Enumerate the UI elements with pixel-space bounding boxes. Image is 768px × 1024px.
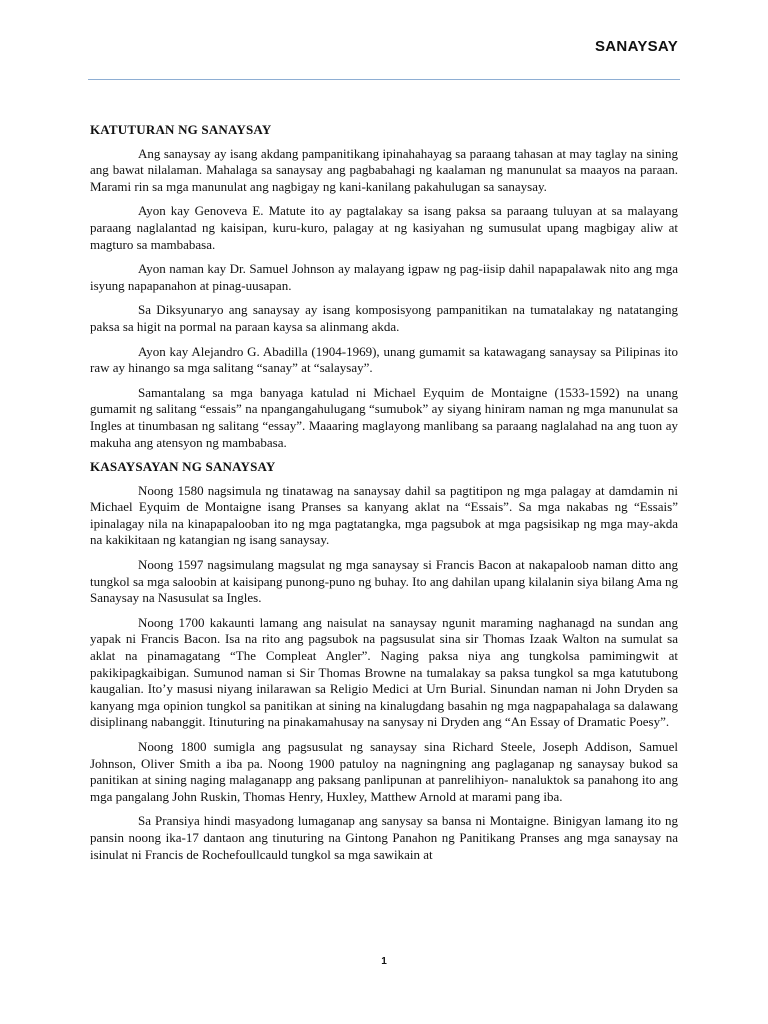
page-number: 1 bbox=[381, 956, 387, 967]
paragraph: Noong 1580 nagsimula ng tinatawag na sanaysay dahil sa pagtitipon ng mga palagay at damdamin ni Michael Eyquim de Montaigne isang Pranses sa kanyang aklat na “Essais”. Sa mga nakabas ng “Essais” ipinalagay nila na kinapapalooban ito ng mga pagtatangka, mga pagsubok at mga pagsisikap ng mga may-akda na kakikitaan ng katangian ng isang sanaysay. bbox=[90, 482, 678, 548]
paragraph: Ayon naman kay Dr. Samuel Johnson ay malayang igpaw ng pag-iisip dahil napapalawak nito ang mga isyung napapanahon at pinag-uusapan. bbox=[90, 261, 678, 293]
paragraph: Ayon kay Alejandro G. Abadilla (1904-1969), unang gumamit sa katawagang sanaysay sa Pilipinas ito raw ay hinango sa mga salitang “sanay” at “salaysay”. bbox=[90, 343, 678, 376]
paragraph: Samantalang sa mga banyaga katulad ni Michael Eyquim de Montaigne (1533-1592) na unang gumamit ng salitang “essais” na npangangahulugang “sumubok” ay siyang hiniram naman ng mga manunulat sa Ingles at tinumbasan ng salitang “essay”. Maaaring maglayong manlibang sa paraang naglalahad na ang tuon ay makuha ang atensyon ng mambabasa. bbox=[90, 384, 678, 450]
paragraph: Sa Pransiya hindi masyadong lumaganap ang sanysay sa bansa ni Montaigne. Binigyan lamang ito ng pansin noong ika-17 dantaon ang tinuturing na Gintong Panahon ng Panitikang Pranses ang mga sanaysay na isinulat ni Francis de Rochefoullcauld tungkol sa mga sawikain at bbox=[90, 813, 678, 862]
header-divider bbox=[88, 79, 680, 80]
paragraph: Ang sanaysay ay isang akdang pampanitikang ipinahahayag sa paraang tahasan at may taglay na sining ang bawat nilalaman. Mahalaga sa sanaysay ang pagbabahagi ng kaalaman ng manunulat sa maayos na paraan. Marami rin sa mga manunulat ang nagbigay ng kani-kanilang pakahulugan sa sanaysay. bbox=[90, 145, 678, 194]
paragraph: Noong 1597 nagsimulang magsulat ng mga sanaysay si Francis Bacon at nakapaloob naman ditto ang tungkol sa mga saloobin at kaisipang punong-puno ng buhay. Ito ang dahilan upang kilalanin siya bilang Ama ng Sanaysay na Nasusulat sa Ingles. bbox=[90, 557, 678, 606]
paragraph: Ayon kay Genoveva E. Matute ito ay pagtalakay sa isang paksa sa paraang tuluyan at sa malayang paraang naglalantad ng kaisipan, kuru-kuro, palagay at ng kasiyahan ng sumusulat upang magbigay aliw at magturo sa mambabasa. bbox=[90, 203, 678, 252]
document-header-title: SANAYSAY bbox=[595, 38, 678, 55]
paragraph: Noong 1700 kakaunti lamang ang naisulat na sanaysay ngunit maraming naghanagd na sundan ang yapak ni Francis Bacon. Isa na rito ang pagsubok na pagsusulat sina sir Thomas Izaak Walton na sumulat sa aklat na pinamagatang “The Compleat Angler”. Naging paksa niya ang tungkolsa pamimingwit at pakikipagkaibigan. Sumunod naman si Sir Thomas Browne na tumalakay sa paksa tungkol sa mga katutubong kaugalian. Ito’y masusi niyang inilarawan sa Religio Medici at Urn Burial. Sinundan naman ni John Dryden sa kanyang mga opinion tungkol sa panitikan at sining na kinalugdang basahin ng mga nagpapahalaga sa dalawang disiplinang nabanggit. Itinuturing na pinakamahusay na sanysay ni Dryden ang “An Essay of Dramatic Poesy”. bbox=[90, 614, 678, 730]
paragraph: Sa Diksyunaryo ang sanaysay ay isang komposisyong pampanitikan na tumatalakay ng natatanging paksa sa higit na pormal na paraan kaysa sa alinmang akda. bbox=[90, 302, 678, 334]
paragraph: Noong 1800 sumigla ang pagsusulat ng sanaysay sina Richard Steele, Joseph Addison, Samuel Johnson, Oliver Smith a iba pa. Noong 1900 patuloy na nagningning ang paglaganap ng sanaysay bukod sa panitikan at sining naging malaganapp ang paksang panlipunan at panrelihiyon- nanaluktok sa panahong ito ang mga pangalang John Ruskin, Thomas Henry, Huxley, Matthew Arnold at marami pang iba. bbox=[90, 739, 678, 804]
document-body bbox=[90, 122, 678, 871]
section-heading-kasaysayan: KASAYSAYAN NG SANAYSAY bbox=[90, 459, 276, 475]
section-heading-katuturan: KATUTURAN NG SANAYSAY bbox=[90, 122, 272, 137]
